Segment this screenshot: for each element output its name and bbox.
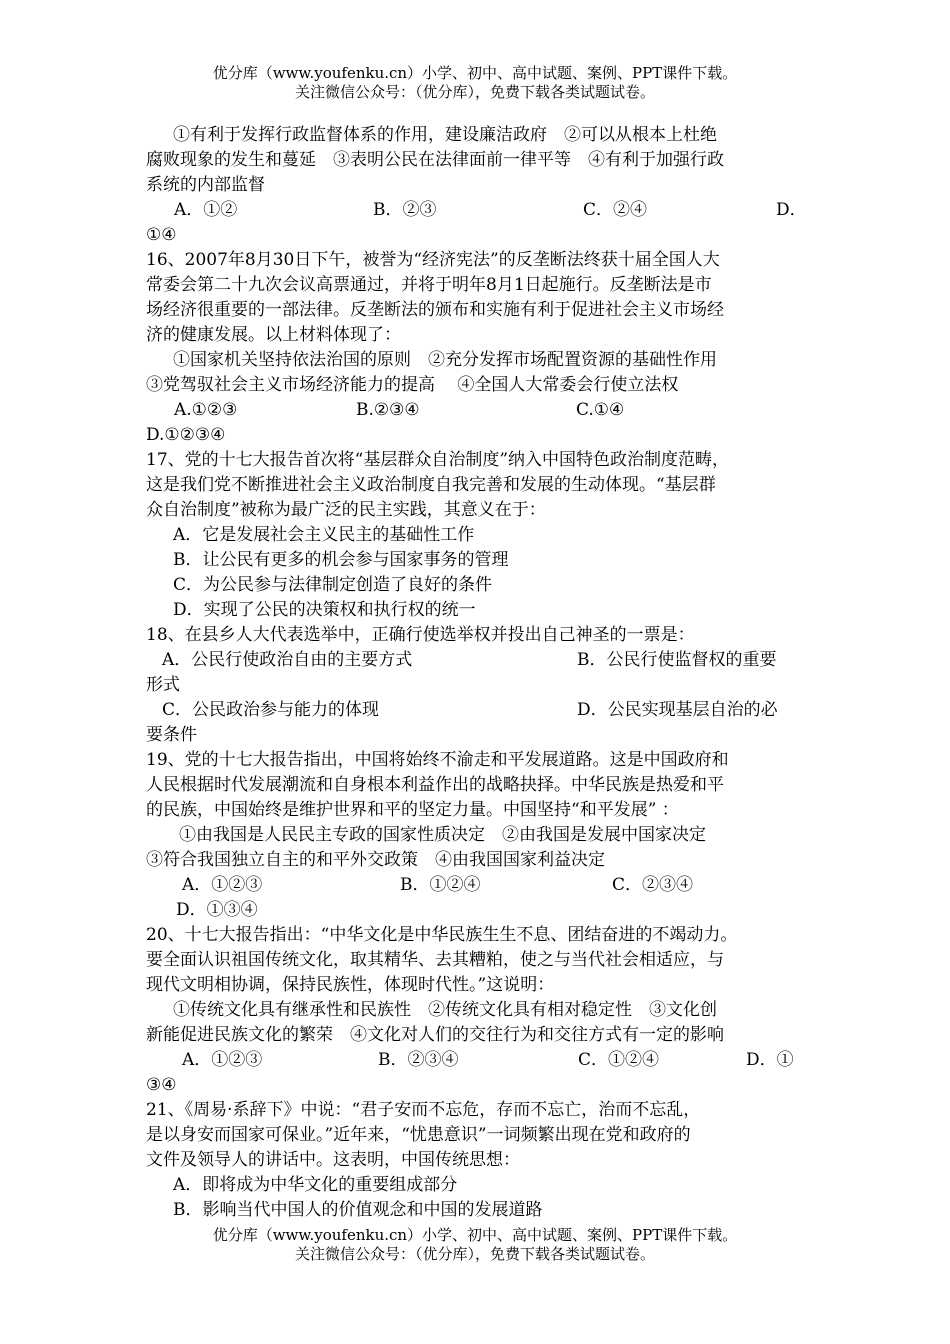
q21-stem-line: 21、《周易·系辞下》中说：“君子安而不忘危，存而不忘亡，治而不忘乱， (146, 1100, 701, 1120)
q18-option-a: A．公民行使政治自由的主要方式 (162, 650, 413, 670)
q18-option-c: C．公民政治参与能力的体现 (162, 700, 380, 720)
q20-option-d: D．① (746, 1050, 794, 1070)
q21-stem-line: 文件及领导人的讲话中。这表明，中国传统思想： (146, 1150, 520, 1170)
q21-stem-line: 是以身安而国家可保业。”近年来，“忧患意识”一词频繁出现在党和政府的 (146, 1125, 691, 1145)
q15-statement-line: ①有利于发挥行政监督体系的作用，建设廉洁政府 ②可以从根本上杜绝 (173, 125, 717, 145)
q19-statement-line: ①由我国是人民民主专政的国家性质决定 ②由我国是发展中国家决定 (179, 825, 706, 845)
q16-stem-line: 常委会第二十九次会议高票通过，并将于明年8月1日起施行。反垄断法是市 (146, 275, 712, 295)
q15-option-b: B．②③ (373, 200, 437, 220)
page-footer (0, 1226, 950, 1264)
q15-option-c: C．②④ (583, 200, 648, 220)
q18-options-cd (146, 698, 814, 723)
q19-stem-line: 的民族，中国始终是维护世界和平的坚定力量。中国坚持“和平发展” ： (146, 800, 679, 820)
q21-option-b: B．影响当代中国人的价值观念和中国的发展道路 (173, 1200, 543, 1220)
q21-option-a: A．即将成为中华文化的重要组成部分 (173, 1175, 458, 1195)
header-line-2: 关注微信公众号：（优分库），免费下载各类试题试卷。 (294, 83, 655, 101)
q18-option-d: D．公民实现基层自治的必 (577, 700, 778, 720)
q17-stem-line: 这是我们党不断推进社会主义政治制度自我完善和发展的生动体现。“基层群 (146, 475, 716, 495)
q16-stem-line: 场经济很重要的一部法律。反垄断法的颁布和实施有利于促进社会主义市场经 (146, 300, 724, 320)
q15-option-d-cont: ①④ (146, 225, 177, 245)
q20-option-b: B．②③④ (378, 1050, 459, 1070)
q16-option-b: B.②③④ (356, 400, 420, 420)
q16-option-a: A.①②③ (174, 400, 238, 420)
q16-options (146, 398, 814, 423)
q17-stem-line: 17、党的十七大报告首次将“基层群众自治制度”纳入中国特色政治制度范畴， (146, 450, 730, 470)
q19-option-d: D．①③④ (176, 900, 258, 920)
q15-options (146, 198, 814, 223)
q18-option-b: B．公民行使监督权的重要 (577, 650, 777, 670)
q15-statement-line: 系统的内部监督 (146, 175, 265, 195)
page-header (0, 64, 950, 102)
q15-statement-line: 腐败现象的发生和蔓延 ③表明公民在法律面前一律平等 ④有利于加强行政 (146, 150, 724, 170)
q20-option-c: C．①②④ (578, 1050, 660, 1070)
q20-stem-line: 20、十七大报告指出：“中华文化是中华民族生生不息、团结奋进的不竭动力。 (146, 925, 738, 945)
q20-statement-line: 新能促进民族文化的繁荣 ④文化对人们的交往行为和交往方式有一定的影响 (146, 1025, 724, 1045)
q18-stem-line: 18、在县乡人大代表选举中，正确行使选举权并投出自己神圣的一票是： (146, 625, 695, 645)
q16-stem-line: 济的健康发展。以上材料体现了： (146, 325, 401, 345)
q19-option-c: C．②③④ (612, 875, 694, 895)
q16-stem-line: 16、2007年8月30日下午，被誉为“经济宪法”的反垄断法终获十届全国人大 (146, 250, 720, 270)
q20-options (146, 1048, 814, 1073)
q17-option-a: A．它是发展社会主义民主的基础性工作 (173, 525, 475, 545)
q18-option-b-cont: 形式 (146, 675, 180, 695)
q19-options (146, 873, 814, 898)
q16-option-d: D.①②③④ (146, 425, 226, 445)
q17-stem-line: 众自治制度”被称为最广泛的民主实践，其意义在于： (146, 500, 546, 520)
q16-option-c: C.①④ (576, 400, 625, 420)
q15-option-a: A．①② (174, 200, 238, 220)
q20-option-d-cont: ③④ (146, 1075, 177, 1095)
q19-option-b: B．①②④ (400, 875, 481, 895)
q20-option-a: A．①②③ (182, 1050, 263, 1070)
q19-option-a: A．①②③ (182, 875, 263, 895)
q15-option-d: D． (776, 200, 807, 220)
q16-statement-line: ③党驾驭社会主义市场经济能力的提高 ④全国人大常委会行使立法权 (146, 375, 679, 395)
q16-statement-line: ①国家机关坚持依法治国的原则 ②充分发挥市场配置资源的基础性作用 (173, 350, 717, 370)
q19-stem-line: 人民根据时代发展潮流和自身根本利益作出的战略抉择。中华民族是热爱和平 (146, 775, 724, 795)
footer-line-2: 关注微信公众号：（优分库），免费下载各类试题试卷。 (294, 1245, 655, 1263)
q19-stem-line: 19、党的十七大报告指出，中国将始终不渝走和平发展道路。这是中国政府和 (146, 750, 729, 770)
q17-option-b: B．让公民有更多的机会参与国家事务的管理 (173, 550, 509, 570)
q18-option-d-cont: 要条件 (146, 725, 197, 745)
header-line-1: 优分库（www.youfenku.cn）小学、初中、高中试题、案例、PPT课件下载。 (212, 64, 738, 82)
document-body (146, 123, 814, 1223)
q20-statement-line: ①传统文化具有继承性和民族性 ②传统文化具有相对稳定性 ③文化创 (173, 1000, 717, 1020)
footer-line-1: 优分库（www.youfenku.cn）小学、初中、高中试题、案例、PPT课件下载。 (212, 1226, 738, 1244)
q20-stem-line: 现代文明相协调，保持民族性，体现时代性。”这说明： (146, 975, 555, 995)
q17-option-d: D．实现了公民的决策权和执行权的统一 (173, 600, 476, 620)
q19-statement-line: ③符合我国独立自主的和平外交政策 ④由我国国家利益决定 (146, 850, 605, 870)
q17-option-c: C．为公民参与法律制定创造了良好的条件 (173, 575, 493, 595)
q20-stem-line: 要全面认识祖国传统文化，取其精华、去其糟粕，使之与当代社会相适应，与 (146, 950, 724, 970)
q18-options-ab (146, 648, 814, 673)
